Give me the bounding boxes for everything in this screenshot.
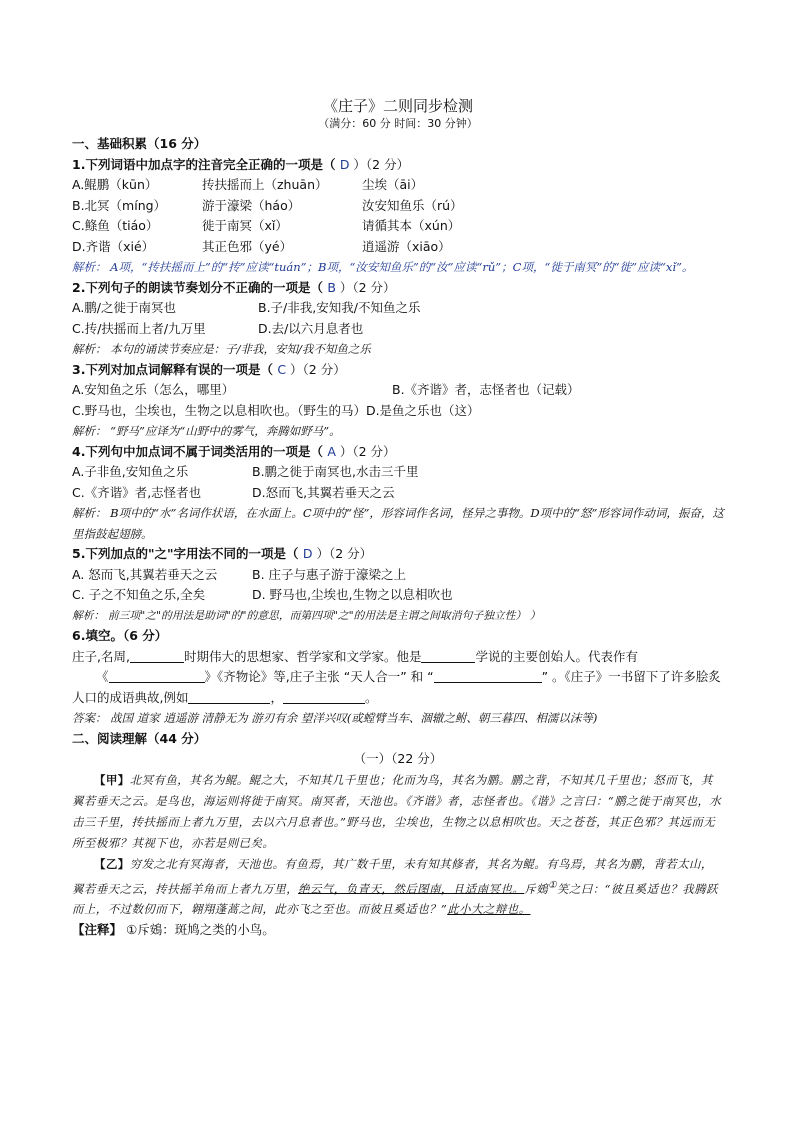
question-2-option-row: C.抟/扶摇而上者/九万里 D.去/以六月息者也	[72, 320, 364, 336]
question-4-explanation: 解析： B项中的“水”名词作状语，在水面上。C项中的“怪”，形容词作名词，怪异之事物。D项中的“怒”形容词作动词，振奋，这里指鼓起翅膀。	[72, 506, 724, 541]
passage-jia: 【甲】北冥有鱼，其名为鲲。鲲之大，不知其几千里也；化而为鸟，其名为鹏。鹏之背，不知其几千里也；怒而飞，其翼若垂天之云。是鸟也，海运则将徙于南冥。南冥者，天池也。《齐谐》者，志怪者也。《谐》之言曰：“鹏之徙于南冥也，水击三千里，抟扶摇而上者九万里，去以六月息者也。”野马也，尘埃也，生物之以息相吹也。天之苍苍，其正色邪？其远而无所至极邪？其视下也，亦若是则已矣。	[72, 772, 722, 850]
question-3-option-row: C.野马也，尘埃也，生物之以息相吹也。（野生的马）D.是鱼之乐也（这）	[72, 402, 480, 418]
worksheet-title: 《庄子》二则同步检测	[322, 97, 473, 115]
worksheet-subtitle: （满分：60 分 时间：30 分钟）	[318, 117, 478, 130]
question-5-explanation: 解析： 前三项"之"的用法是助词"的"的意思，而第四项"之"的用法是主谓之间取消句子独立性） ）	[72, 608, 541, 622]
question-5-option-row: A. 怒而飞,其翼若垂天之云 B. 庄子与惠子游于濠梁之上	[72, 566, 407, 582]
question-1-option-row: A.鲲鹏（kūn） 抟扶摇而上（zhuān） 尘埃（āi）	[72, 177, 424, 192]
question-6-answer: 答案： 战国 道家 逍遥游 清静无为 游刃有余 望洋兴叹(或螳臂当车、涸辙之鲋、朝三暮四、相濡以沫等)	[72, 711, 598, 725]
question-5-stem: 5.下列加点的"之"字用法不同的一项是（ D ）（2 分）	[72, 546, 373, 561]
question-2-stem: 2.下列句子的朗读节奏划分不正确的一项是（ B ）（2 分）	[72, 279, 396, 295]
question-1-option-row: C.鲦鱼（tiáo） 徙于南冥（xǐ） 请循其本（xún）	[72, 218, 461, 233]
annotation-note: 【注释】 ①斥鴳：斑鸠之类的小鸟。	[72, 922, 275, 938]
worksheet-page	[72, 96, 724, 940]
passage-yi: 【乙】穷发之北有冥海者，天池也。有鱼焉，其广数千里，未有知其修者，其名为鲲。有鸟焉，其名为鹏，背若太山，翼若垂天之云，抟扶摇羊角而上者九万里，绝云气，负青天，然后图南，且适南冥也。斥鴳①笑之曰：“彼且奚适也？我腾跃而上，不过数仞而下，翱翔蓬蒿之间，此亦飞之至也。而彼且奚适也？”此小大之辩也。	[72, 856, 719, 917]
fill-blank[interactable]	[130, 648, 184, 663]
footnote-marker: ①	[548, 879, 558, 891]
question-2-explanation: 解析： 本句的诵读节奏应是：子/非我，安知/我不知鱼之乐	[72, 342, 371, 356]
fill-blank[interactable]	[188, 689, 270, 704]
question-2-answer: B	[327, 279, 336, 295]
question-3-option-row: A.安知鱼之乐（怎么，哪里） B.《齐谐》者，志怪者也（记载）	[72, 382, 580, 397]
question-5-answer: D	[302, 546, 313, 561]
underlined-sentence: 绝云气，负青天，然后图南，且适南冥也。	[298, 881, 525, 896]
question-4-option-row: C.《齐谐》者,志怪者也 D.怒而飞,其翼若垂天之云	[72, 484, 395, 500]
question-4-option-row: A.子非鱼,安知鱼之乐 B.鹏之徙于南冥也,水击三千里	[72, 464, 419, 479]
question-1-explanation: 解析： A项，“抟扶摇而上”的“抟”应读“tuán”；B项，“汝安知鱼乐”的“汝”应读“rǔ”；C项，“徙于南冥”的“徙”应读“xǐ”。	[72, 260, 694, 274]
question-3-explanation: 解析： “野马”应译为“山野中的雾气，奔腾如野马”。	[72, 424, 341, 438]
reading-part-heading: （一）（22 分）	[353, 751, 443, 766]
fill-blank[interactable]	[109, 668, 205, 683]
section-2-heading: 二、阅读理解（44 分）	[72, 730, 207, 746]
question-4-stem: 4.下列句中加点词不属于词类活用的一项是（ A ）（2 分）	[72, 443, 396, 459]
question-6-fill-text: 庄子,名周, 时期伟大的思想家、哲学家和文学家。他是 学说的主要创始人。代表作有 《 》《齐物论》等,庄子主张 “天人合一” 和 “ ” 。《庄子》一书留下了许多脍炙人口的成语典故,例如 ， 。	[72, 648, 721, 705]
fill-blank[interactable]	[421, 648, 475, 663]
question-1-stem: 1.下列词语中加点字的注音完全正确的一项是（ D ）（2 分）	[72, 156, 410, 172]
question-1-option-row: B.北冥（míng） 游于濠梁（háo） 汝安知鱼乐（rú）	[72, 197, 463, 213]
question-1-answer: D	[339, 156, 350, 172]
question-2-option-row: A.鹏/之徙于南冥也 B.子/非我,安知我/不知鱼之乐	[72, 300, 421, 315]
question-4-answer: A	[327, 443, 336, 459]
question-3-stem: 3.下列对加点词解释有误的一项是（ C ）（2 分）	[72, 361, 346, 377]
question-1-option-row: D.齐谐（xié） 其正色邪（yé） 逍遥游（xiāo）	[72, 238, 451, 254]
fill-blank[interactable]	[283, 689, 365, 704]
question-5-option-row: C. 子之不知鱼之乐,全矣 D. 野马也,尘埃也,生物之以息相吹也	[72, 587, 453, 602]
question-6-stem: 6.填空。（6 分）	[72, 628, 168, 643]
underlined-sentence: 此小大之辩也。	[447, 902, 531, 917]
question-3-answer: C	[277, 361, 287, 377]
section-1-heading: 一、基础积累（16 分）	[72, 136, 207, 151]
fill-blank[interactable]	[434, 668, 542, 683]
